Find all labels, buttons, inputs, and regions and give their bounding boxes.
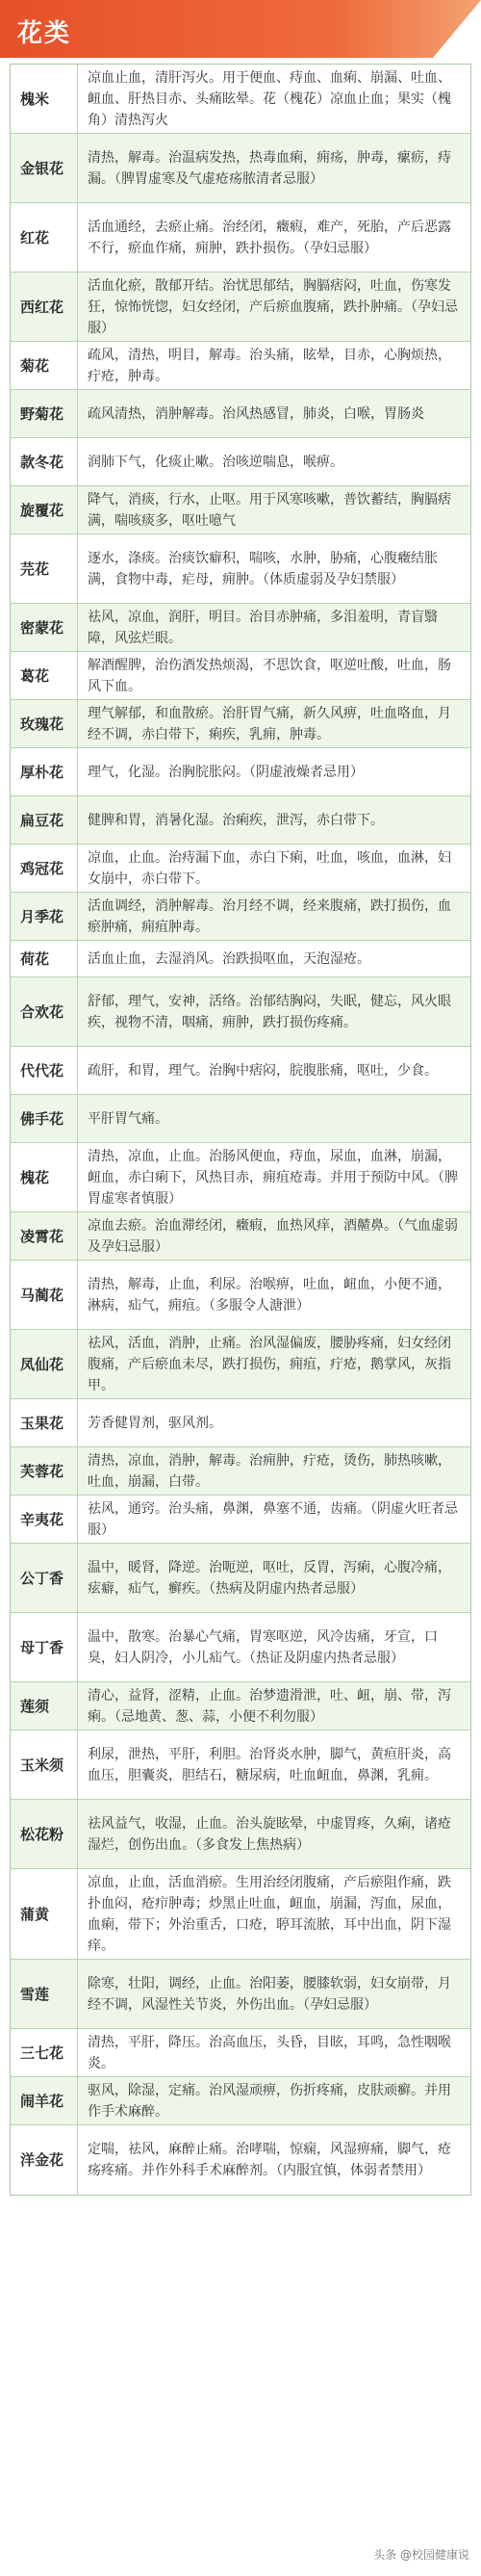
table-row bbox=[11, 977, 470, 1047]
table-row bbox=[11, 1800, 470, 1869]
herb-name: 芙蓉花 bbox=[11, 1447, 78, 1495]
herb-description: 活血调经，消肿解毒。治月经不调，经来腹痛，跌打损伤，血瘀肿痛，痈疽肿毒。 bbox=[88, 898, 451, 935]
herb-name: 月季花 bbox=[11, 893, 78, 940]
table-row bbox=[11, 1544, 470, 1613]
herb-description: 降气，消痰，行水，止呕。用于风寒咳嗽，普饮蓄结，胸膈痞满，喘咳痰多，呕吐噫气 bbox=[88, 491, 451, 529]
herb-name: 辛夷花 bbox=[11, 1496, 78, 1543]
herb-name: 旋覆花 bbox=[11, 486, 78, 533]
herb-description: 凉血，止血，活血消瘀。生用治经闭腹痛，产后瘀阻作痛，跌扑血闷，疮疖肿毒；炒黑止吐血，衄血，崩漏，泻血，尿血，血痢，带下；外治重舌，口疮，聤耳流脓，耳中出血，阴下湿痒。 bbox=[88, 1874, 451, 1954]
herb-name: 莲须 bbox=[11, 1682, 78, 1730]
herb-description: 清热，解毒，止血，利尿。治喉痹，吐血，衄血，小便不通，淋病，疝气，痈疽。（多服令人溏泄） bbox=[88, 1276, 451, 1314]
table-row bbox=[11, 652, 470, 700]
herb-name: 红花 bbox=[11, 203, 78, 272]
table-row bbox=[11, 203, 470, 273]
herb-description: 祛风，通窍。治头痛，鼻渊，鼻塞不通，齿痛。（阴虚火旺者忌服） bbox=[88, 1500, 458, 1538]
table-row bbox=[11, 748, 470, 796]
watermark: 头条 @校园健康说 bbox=[373, 2548, 469, 2562]
table-row bbox=[11, 1613, 470, 1682]
herb-name: 野菊花 bbox=[11, 390, 78, 437]
herb-name: 款冬花 bbox=[11, 438, 78, 485]
herb-description: 定喘，祛风，麻醉止痛。治哮喘，惊痫，风湿痹痛，脚气，疮疡疼痛。并作外科手术麻醉剂。（内服宜慎，体弱者禁用） bbox=[88, 2142, 451, 2178]
herb-name: 玉米须 bbox=[11, 1730, 78, 1799]
herb-description: 疏肝，和胃，理气。治胸中痞闷，脘腹胀痛，呕吐，少食。 bbox=[88, 1062, 438, 1079]
herb-name: 母丁香 bbox=[11, 1613, 78, 1681]
herb-name: 玉果花 bbox=[11, 1399, 78, 1446]
table-row bbox=[11, 893, 470, 941]
herb-name: 凤仙花 bbox=[11, 1330, 78, 1398]
herb-description: 利尿，泄热，平肝，利胆。治肾炎水肿，脚气，黄疸肝炎，高血压，胆囊炎，胆结石，糖尿病，吐血衄血，鼻渊，乳痈。 bbox=[88, 1746, 451, 1783]
herb-name: 凌霄花 bbox=[11, 1212, 78, 1260]
herb-name: 闹羊花 bbox=[11, 2077, 78, 2124]
herb-name: 蒲黄 bbox=[11, 1869, 78, 1959]
herb-name: 密蒙花 bbox=[11, 604, 78, 651]
herb-name: 葛花 bbox=[11, 652, 78, 699]
herb-name: 扁豆花 bbox=[11, 796, 78, 844]
herb-description: 凉血止血，清肝泻火。用于便血、痔血、血痢、崩漏、吐血、衄血、肝热目赤、头痛眩晕。花（槐花）凉血止血；果实（槐角）清热泻火 bbox=[88, 69, 451, 128]
herb-description: 活血化瘀，散郁开结。治忧思郁结，胸膈痞闷，吐血，伤寒发狂，惊怖恍惚，妇女经闭，产后瘀血腹痛，跌扑肿痛。（孕妇忌服） bbox=[88, 277, 458, 336]
table-row bbox=[11, 1730, 470, 1800]
herb-name: 槐花 bbox=[11, 1143, 78, 1211]
table-row bbox=[11, 1261, 470, 1330]
table-row bbox=[11, 1496, 470, 1544]
table-row bbox=[11, 438, 470, 486]
herb-name: 厚朴花 bbox=[11, 748, 78, 795]
herb-name: 槐米 bbox=[11, 65, 78, 133]
herb-name: 玫瑰花 bbox=[11, 700, 78, 747]
table-row bbox=[11, 1143, 470, 1212]
table-row bbox=[11, 65, 470, 134]
table-row bbox=[11, 1212, 470, 1261]
herb-name: 鸡冠花 bbox=[11, 845, 78, 892]
table-row bbox=[11, 486, 470, 534]
table-row bbox=[11, 134, 470, 203]
herb-description: 驱风，除湿，定痛。治风湿顽痹，伤折疼痛，皮肤顽癣。并用作手术麻醉。 bbox=[88, 2082, 451, 2120]
herb-description: 温中，散寒。治暴心气痛，胃寒呕逆，风冷齿痛，牙宣，口臭，妇人阴冷，小儿疝气。（热证及阴虚内热者忌服） bbox=[88, 1628, 438, 1666]
herb-description: 芳香健胃剂，驱风剂。 bbox=[88, 1415, 222, 1431]
herb-name: 马蔺花 bbox=[11, 1261, 78, 1329]
herb-name: 菊花 bbox=[11, 342, 78, 389]
section-title: 花类 bbox=[17, 19, 72, 48]
table-row bbox=[11, 1399, 470, 1447]
herb-description: 凉血，止血。治痔漏下血，赤白下痢，吐血，咳血，血淋，妇女崩中，赤白带下。 bbox=[88, 849, 451, 887]
herb-name: 洋金花 bbox=[11, 2125, 78, 2195]
table-row bbox=[11, 845, 470, 893]
herb-description: 祛风，活血，消肿，止痛。治风湿偏废，腰胁疼痛，妇女经闭腹痛，产后瘀血未尽，跌打损伤，痈疽，疔疮，鹅掌风，灰指甲。 bbox=[88, 1335, 451, 1393]
herb-description: 理气解郁，和血散瘀。治肝胃气痛，新久风痹，吐血咯血，月经不调，赤白带下，痢疾，乳痈，肿毒。 bbox=[88, 705, 451, 742]
table-row bbox=[11, 342, 470, 390]
herb-name: 荷花 bbox=[11, 941, 78, 976]
herb-description: 活血通经，去瘀止痛。治经闭，癥瘕，难产，死胎，产后恶露不行，瘀血作痛，痈肿，跌扑损伤。（孕妇忌服） bbox=[88, 219, 451, 256]
herb-description: 润肺下气，化痰止嗽。治咳逆喘息，喉痹。 bbox=[88, 454, 343, 470]
herb-description: 平肝胃气痛。 bbox=[88, 1110, 168, 1127]
herb-description: 清热，解毒。治温病发热，热毒血痢，痈疡，肿毒，瘰疬，痔漏。（脾胃虚寒及气虚疮疡脓清者忌服） bbox=[88, 149, 451, 187]
herb-description: 清热，凉血，止血。治肠风便血，痔血，尿血，血淋，崩漏，衄血，赤白痢下，风热目赤，痈疽疮毒。并用于预防中风。（脾胃虚寒者慎服） bbox=[88, 1148, 458, 1207]
herb-table bbox=[10, 64, 471, 2196]
herb-name: 代代花 bbox=[11, 1047, 78, 1094]
table-row bbox=[11, 2077, 470, 2125]
herb-name: 公丁香 bbox=[11, 1544, 78, 1612]
herb-description: 清心，益肾，涩精，止血。治梦遗滑泄，吐、衄，崩、带，泻痢。（忌地黄、葱、蒜，小便不利勿服） bbox=[88, 1687, 451, 1725]
table-row bbox=[11, 796, 470, 845]
table-row bbox=[11, 604, 470, 652]
section-header bbox=[0, 0, 481, 58]
table-row bbox=[11, 273, 470, 342]
table-row bbox=[11, 1869, 470, 1960]
herb-description: 清热，凉血，消肿，解毒。治痈肿，疔疮，烫伤，肺热咳嗽，吐血，崩漏，白带。 bbox=[88, 1452, 451, 1490]
herb-name: 合欢花 bbox=[11, 977, 78, 1046]
herb-description: 祛风，凉血，润肝，明目。治目赤肿痛，多泪羞明，青盲翳障，风弦烂眼。 bbox=[88, 609, 438, 646]
herb-description: 疏风清热，消肿解毒。治风热感冒，肺炎，白喉，胃肠炎 bbox=[88, 405, 424, 422]
table-row bbox=[11, 1047, 470, 1095]
herb-name: 金银花 bbox=[11, 134, 78, 202]
table-row bbox=[11, 700, 470, 748]
herb-name: 松花粉 bbox=[11, 1800, 78, 1868]
table-row bbox=[11, 1330, 470, 1399]
table-row bbox=[11, 1095, 470, 1143]
herb-description: 理气，化湿。治胸脘胀闷。（阴虚液燥者忌用） bbox=[88, 764, 364, 780]
herb-description: 解酒醒脾，治伤酒发热烦渴，不思饮食，呕逆吐酸，吐血，肠风下血。 bbox=[88, 657, 451, 694]
herb-name: 佛手花 bbox=[11, 1095, 78, 1142]
table-row bbox=[11, 390, 470, 438]
table-row bbox=[11, 534, 470, 604]
table-row bbox=[11, 1682, 470, 1730]
herb-name: 西红花 bbox=[11, 273, 78, 341]
table-row bbox=[11, 1960, 470, 2029]
herb-description: 疏风，清热，明目，解毒。治头痛，眩晕，目赤，心胸烦热，疔疮，肿毒。 bbox=[88, 347, 451, 384]
table-row bbox=[11, 1447, 470, 1496]
herb-description: 祛风益气，收湿，止血。治头旋眩晕，中虚胃疼，久痢，诸疮湿烂，创伤出血。（多食发上焦热病） bbox=[88, 1815, 451, 1853]
herb-description: 舒郁，理气，安神，活络。治郁结胸闷，失眠，健忘，风火眼疾，视物不清，咽痛，痈肿，跌打损伤疼痛。 bbox=[88, 993, 451, 1030]
herb-name: 芫花 bbox=[11, 534, 78, 603]
table-row bbox=[11, 941, 470, 977]
herb-name: 雪莲 bbox=[11, 1960, 78, 2028]
table-row bbox=[11, 2125, 470, 2195]
table-row bbox=[11, 2029, 470, 2077]
herb-description: 凉血去瘀。治血滞经闭，癥瘕，血热风痒，酒齄鼻。（气血虚弱及孕妇忌服） bbox=[88, 1217, 458, 1255]
herb-description: 逐水，涤痰。治痰饮癖积，喘咳，水肿，胁痛，心腹癥结胀满，食物中毒，疟母，痈肿。（体质虚弱及孕妇禁服） bbox=[88, 550, 438, 587]
herb-description: 活血止血，去湿消风。治跌损呕血，天泡湿疮。 bbox=[88, 950, 370, 967]
herb-description: 除寒，壮阳，调经，止血。治阳萎，腰膝软弱，妇女崩带，月经不调，风湿性关节炎，外伤出血。（孕妇忌服） bbox=[88, 1975, 451, 2013]
herb-description: 健脾和胃，消暑化湿。治痢疾，泄泻，赤白带下。 bbox=[88, 812, 384, 828]
herb-description: 清热，平肝，降压。治高血压，头昏，目眩，耳鸣，急性咽喉炎。 bbox=[88, 2034, 451, 2071]
herb-name: 三七花 bbox=[11, 2029, 78, 2076]
header-banner bbox=[0, 0, 481, 58]
herb-description: 温中，暖肾，降逆。治呃逆，呕吐，反胃，泻痢，心腹冷痛，痃癖，疝气，癣疾。（热病及阴虚内热者忌服） bbox=[88, 1559, 451, 1597]
